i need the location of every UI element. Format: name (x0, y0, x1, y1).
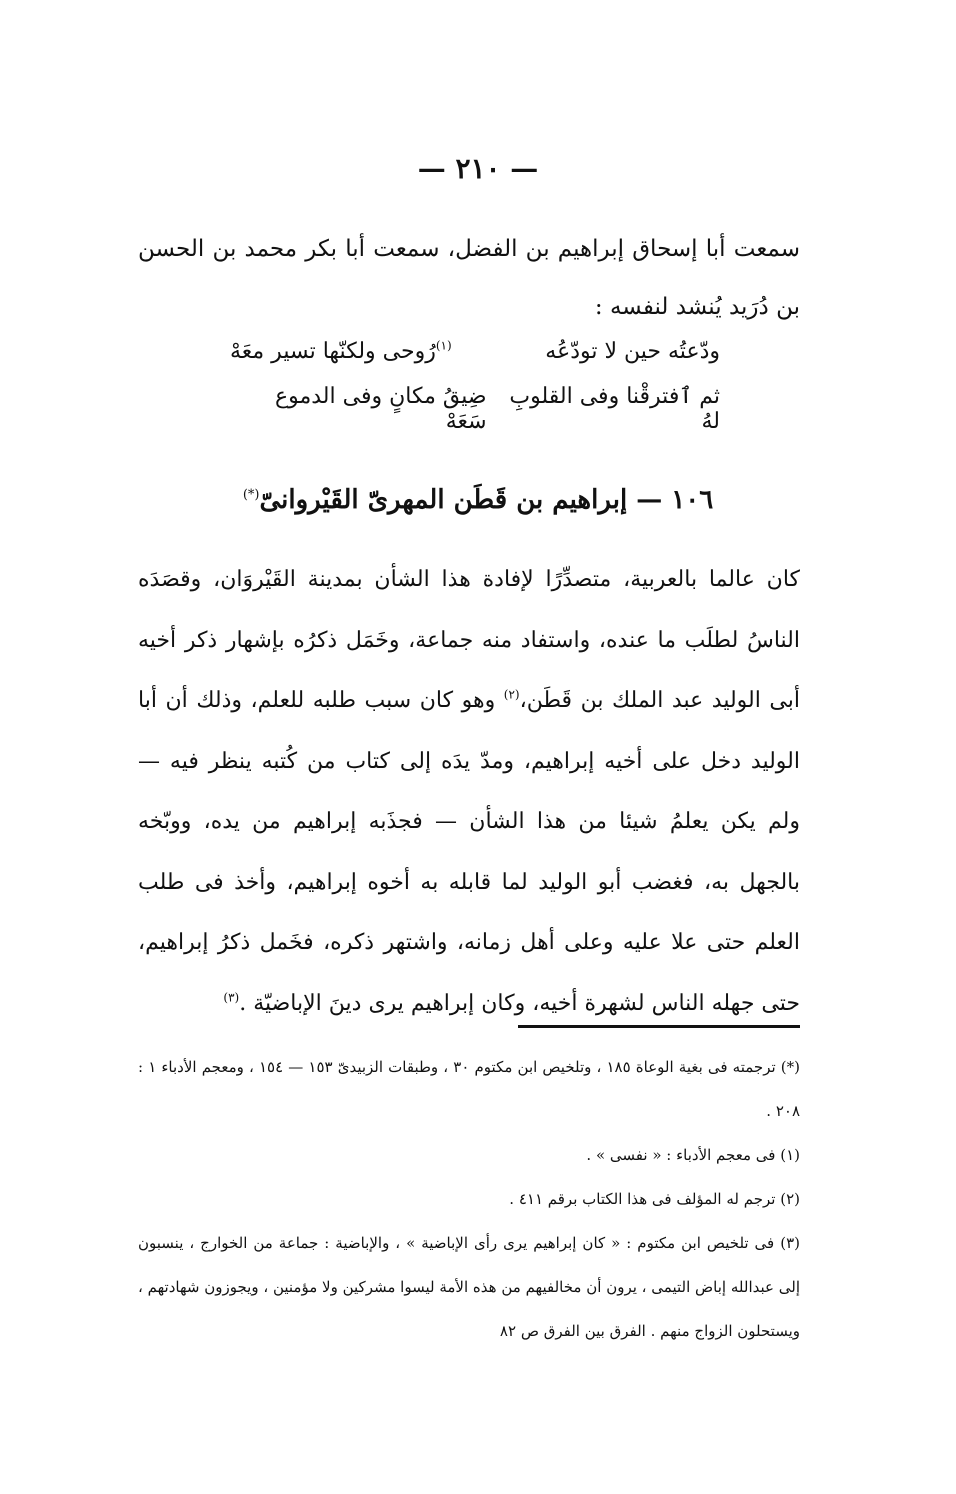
poem-hemistich-left: ضِيقُ مكانٍ وفى الدموع سَعَهْ (274, 384, 487, 434)
footnote-ref: (١) (435, 338, 452, 353)
footnote-marker: (٢) (780, 1190, 800, 1208)
poem-hemistich-left (230, 339, 452, 364)
poem (230, 322, 720, 438)
entry-body-part1: كان عالما بالعربية، متصدِّرًا لإفادة هذا الشأن بمدينة القَيْروَان، وقصَدَه الناسُ لطلَب ما عنده، واستفاد منه جماعة، وخَمَل ذكرُه بإشهار ذكر أخيه أبى الوليد عبد الملك بن قَطَن، (138, 567, 800, 713)
page-number: — ٢١٠ — (417, 152, 539, 185)
footnote (138, 1133, 800, 1177)
entry-heading-text: ١٠٦ — إبراهيم بن قَطَن المهرىّ القَيْروانىّ (259, 485, 714, 515)
footnote-text: فى تلخيص ابن مكتوم : « كان إبراهيم يرى رأى الإباضية » ، والإباضية : جماعة من الخوارج ، ينسبون إلى عبدالله إباض التيمى ، يرون أن مخالفيهم من هذه الأمة ليسوا مشركين ولا مؤمنين ، ويجوزون شهادتهم ، ويستحلون الزواج منهم . الفرق بين الفرق ص ٨٢ (138, 1234, 800, 1340)
footnote-marker: (٣) (780, 1234, 800, 1252)
footnote-divider (518, 1025, 800, 1028)
footnote-marker: (١) (780, 1146, 800, 1164)
poem-hemistich-right: ودّعتُه حين لا تودّعُه (545, 338, 720, 364)
footnote-text: ترجمته فى بغية الوعاة ١٨٥ ، وتلخيص ابن مكتوم ٣٠ ، وطبقات الزبيدىّ ١٥٣ — ١٥٤ ، ومعجم الأدباء ١ : ٢٠٨ . (138, 1058, 800, 1120)
footnote-ref: (٢) (503, 687, 520, 702)
entry-body-part2: وهو كان سبب طلبه للعلم، وذلك أن أبا الوليد دخل على أخيه إبراهيم، ومدّ يدَه إلى كتاب من كُتبه ينظر فيه — ولم يكن يعلمُ شيئا من هذا الشأن — فجذَبه إبراهيم من يده، ووبّخه بالجهل به، فغضب أبو الوليد لما قابله به أخوه إبراهيم، وأخذ فى طلب العلم حتى علا عليه وعلى أهل زمانه، واشتهر ذكره، فخَمل ذكرُ إبراهيم، حتى جهله الناس لشهرة أخيه، وكان إبراهيم يرى دينَ الإباضيّة . (138, 688, 800, 1016)
footnote (138, 1045, 800, 1133)
poem-hemistich-left-text: رُوحى ولكنّها تسير معَهْ (230, 338, 436, 364)
footnote-ref: (٣) (223, 990, 240, 1005)
footnotes (138, 1045, 800, 1353)
footnote-ref: (*) (242, 487, 260, 503)
footnote-text: ترجم له المؤلف فى هذا الكتاب برقم ٤١١ . (509, 1190, 776, 1208)
poem-line (230, 380, 720, 438)
footnote-text: فى معجم الأدباء : « نفسى » . (586, 1146, 776, 1164)
footnote (138, 1221, 800, 1353)
entry-body (138, 550, 800, 1034)
entry-heading (0, 485, 956, 515)
poem-hemistich-right: ثم ٱفترقْنا وفى القلوبِ لهُ (509, 384, 720, 434)
poem-line (230, 322, 720, 380)
footnote-marker: (*) (780, 1058, 801, 1076)
intro-paragraph: سمعت أبا إسحاق إبراهيم بن الفضل، سمعت أبا بكر محمد بن الحسن بن دُرَيد يُنشد لنفسه : (138, 236, 800, 320)
footnote (138, 1177, 800, 1221)
